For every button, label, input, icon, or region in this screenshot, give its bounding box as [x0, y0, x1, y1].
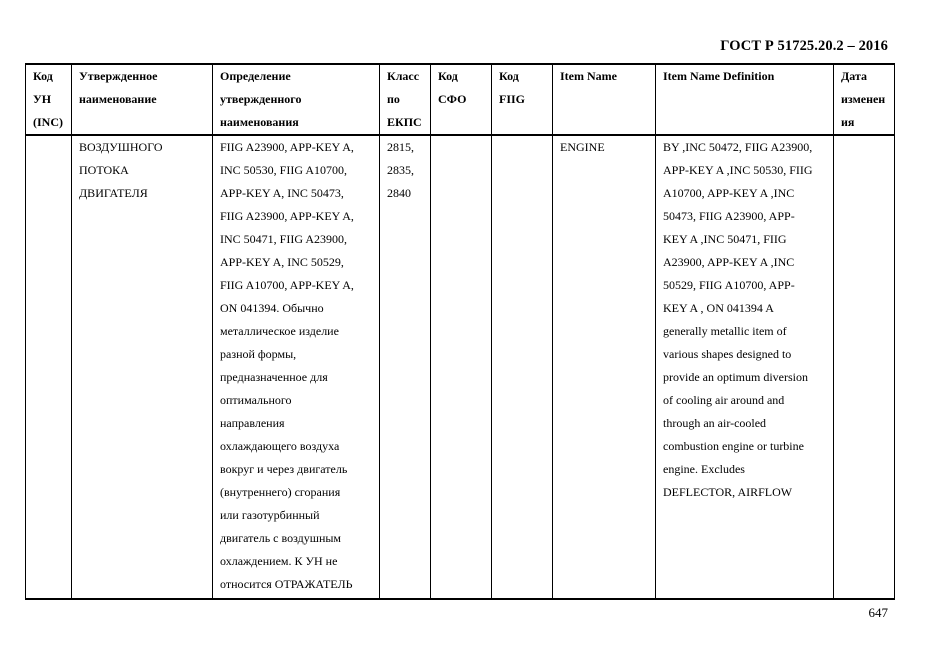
cell-approved-name [72, 135, 213, 599]
catalog-table [25, 63, 895, 600]
cell-line: through an air-cooled [663, 416, 767, 430]
cell-line: KEY A , ON 041394 A [663, 301, 774, 315]
cell-line: изменен [841, 92, 886, 106]
cell-line: Код [438, 69, 458, 83]
cell-line: охлаждающего воздуха [220, 439, 340, 453]
cell-line: Определение [220, 69, 291, 83]
cell-line: combustion engine or turbine [663, 439, 804, 453]
cell-line: УН [33, 92, 52, 106]
cell-line: APP-KEY A, INC 50529, [220, 255, 344, 269]
cell-line: generally metallic item of [663, 324, 787, 338]
cell-item-name-definition [656, 135, 834, 599]
cell-line: FIIG A23900, APP-KEY A, [220, 140, 354, 154]
cell-line: various shapes designed to [663, 347, 792, 361]
cell-line: 50473, FIIG A23900, APP- [663, 209, 795, 223]
cell-inc-code [26, 135, 72, 599]
page-number: 647 [868, 605, 888, 620]
cell-line: (INC) [33, 115, 63, 129]
cell-sfo-code [431, 135, 492, 599]
cell-line: Утвержденное [79, 69, 158, 83]
header-change-date [834, 64, 895, 135]
cell-line: 2835, [387, 163, 414, 177]
cell-line: по [387, 92, 400, 106]
cell-line: of cooling air around and [663, 393, 785, 407]
cell-definition [213, 135, 380, 599]
cell-line: APP-KEY A, INC 50473, [220, 186, 344, 200]
cell-line: FIIG A23900, APP-KEY A, [220, 209, 354, 223]
header-row [26, 64, 895, 135]
cell-line: двигатель с воздушным [220, 531, 342, 545]
header-inc-code [26, 64, 72, 135]
header-approved-name [72, 64, 213, 135]
cell-line: ВОЗДУШНОГО [79, 140, 163, 154]
table-row [26, 135, 895, 599]
cell-line: оптимального [220, 393, 292, 407]
cell-line: ПОТОКА [79, 163, 129, 177]
cell-fiig-code [492, 135, 553, 599]
cell-line: ENGINE [560, 140, 605, 154]
cell-line: INC 50471, FIIG A23900, [220, 232, 348, 246]
cell-class [380, 135, 431, 599]
cell-line: разной формы, [220, 347, 297, 361]
header-definition [213, 64, 380, 135]
cell-line: 2815, [387, 140, 414, 154]
cell-line: металлическое изделие [220, 324, 339, 338]
cell-line: provide an optimum diversion [663, 370, 808, 384]
cell-line: относится ОТРАЖАТЕЛЬ [220, 577, 353, 591]
cell-line: A10700, APP-KEY A ,INC [663, 186, 795, 200]
cell-change-date [834, 135, 895, 599]
cell-line: охлаждением. К УН не [220, 554, 338, 568]
header-item-name-definition [656, 64, 834, 135]
cell-line: наименование [79, 92, 157, 106]
cell-line: Код [33, 69, 53, 83]
cell-line: (внутреннего) сгорания [220, 485, 341, 499]
cell-line: BY ,INC 50472, FIIG A23900, [663, 140, 813, 154]
header-fiig-code [492, 64, 553, 135]
header-class [380, 64, 431, 135]
cell-line: KEY A ,INC 50471, FIIG [663, 232, 787, 246]
cell-line: или газотурбинный [220, 508, 320, 522]
cell-line: Дата [841, 69, 867, 83]
cell-line: FIIG [499, 92, 526, 106]
cell-line: FIIG A10700, APP-KEY A, [220, 278, 354, 292]
cell-line: 2840 [387, 186, 411, 200]
cell-line: Код [499, 69, 519, 83]
cell-line: INC 50530, FIIG A10700, [220, 163, 348, 177]
cell-line: Item Name Definition [663, 69, 775, 83]
cell-line: A23900, APP-KEY A ,INC [663, 255, 795, 269]
cell-line: СФО [438, 92, 467, 106]
cell-line: утвержденного [220, 92, 302, 106]
cell-item-name [553, 135, 656, 599]
cell-line: Item Name [560, 69, 617, 83]
cell-line: APP-KEY A ,INC 50530, FIIG [663, 163, 813, 177]
cell-line: направления [220, 416, 285, 430]
cell-line: вокруг и через двигатель [220, 462, 348, 476]
cell-line: предназначенное для [220, 370, 328, 384]
cell-line: ON 041394. Обычно [220, 301, 324, 315]
cell-line: ия [841, 115, 855, 129]
cell-line: Класс [387, 69, 420, 83]
header-item-name [553, 64, 656, 135]
cell-line: наименования [220, 115, 299, 129]
cell-line: ЕКПС [387, 115, 422, 129]
document-code: ГОСТ Р 51725.20.2 – 2016 [720, 38, 888, 54]
cell-line: DEFLECTOR, AIRFLOW [663, 485, 793, 499]
cell-line: ДВИГАТЕЛЯ [79, 186, 148, 200]
cell-line: engine. Excludes [663, 462, 745, 476]
cell-line: 50529, FIIG A10700, APP- [663, 278, 795, 292]
header-sfo-code [431, 64, 492, 135]
